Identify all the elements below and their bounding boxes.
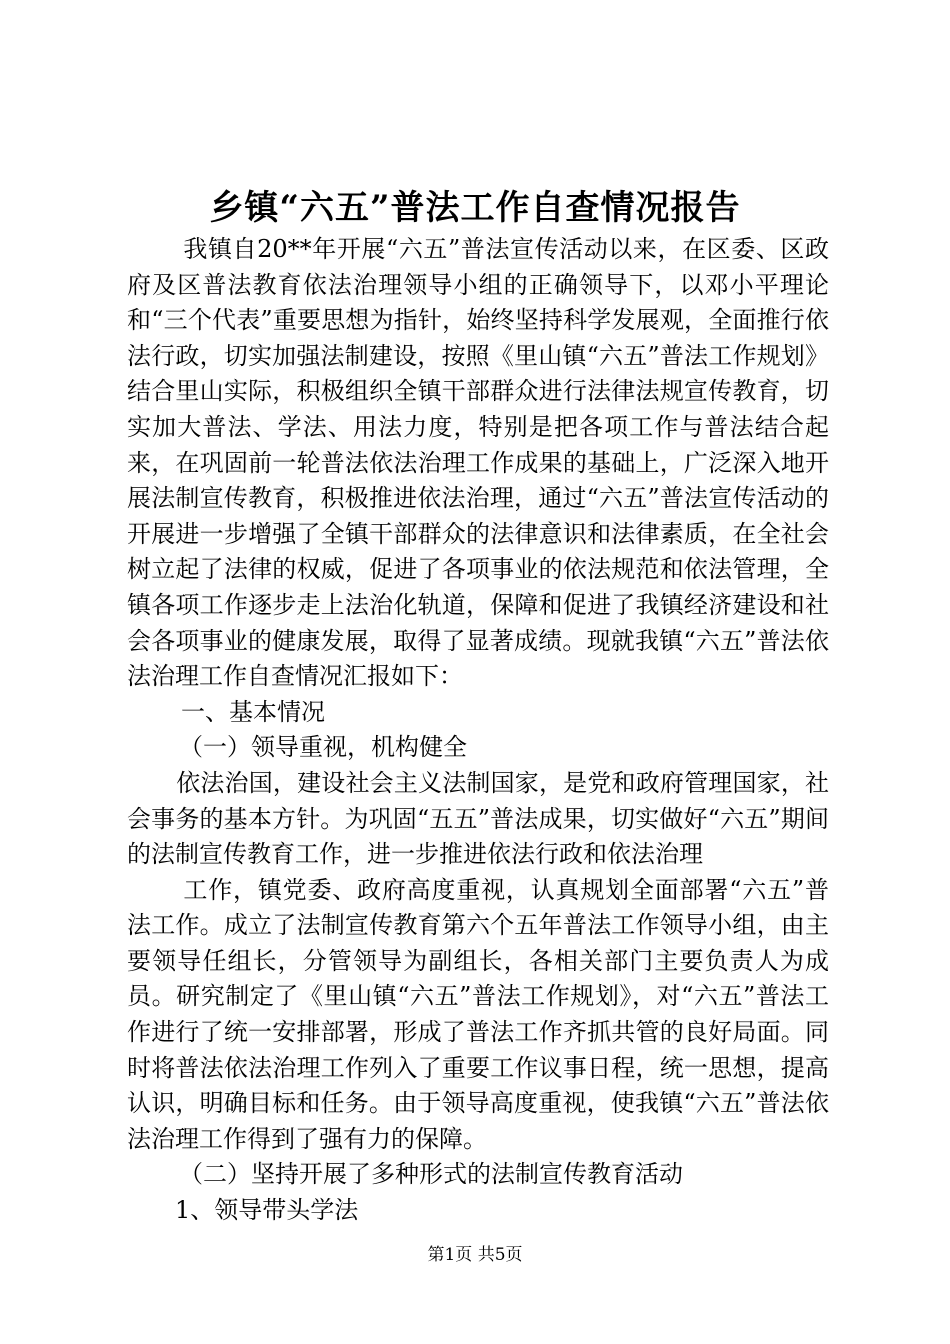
intro-paragraph: 我镇自20**年开展“六五”普法宣传活动以来，在区委、区政府及区普法教育依法治理领导小组的正确领导下，以邓小平理论和“三个代表”重要思想为指针，始终坚持科学发展观，全面推行依法行政，切实加强法制建设，按照《里山镇“六五”普法工作规划》结合里山实际，积极组织全镇干部群众进行法律法规宣传教育，切实加大普法、学法、用法力度，特别是把各项工作与普法结合起来，在巩固前一轮普法依法治理工作成果的基础上，广泛深入地开展法制宣传教育，积极推进依法治理，通过“六五”普法宣传活动的开展进一步增强了全镇干部群众的法律意识和法律素质，在全社会树立起了法律的权威，促进了各项事业的依法规范和依法管理，全镇各项工作逐步走上法治化轨道，保障和促进了我镇经济建设和社会各项事业的健康发展，取得了显著成绩。现就我镇“六五”普法依法治理工作自查情况汇报如下： — [127, 235, 829, 691]
page-footer: 第1页 共5页 — [427, 1245, 523, 1265]
section-heading-basic-situation: 一、基本情况 — [181, 697, 325, 726]
body-paragraph-rule-of-law: 依法治国，建设社会主义法制国家，是党和政府管理国家，社会事务的基本方针。为巩固“五五”普法成果，切实做好“六五”期间的法制宣传教育工作，进一步推进依法行政和依法治理 — [127, 768, 829, 869]
document-body — [127, 232, 829, 1229]
body-paragraph-work-arrangement: 工作，镇党委、政府高度重视，认真规划全面部署“六五”普法工作。成立了法制宣传教育第六个五年普法工作领导小组，由主要领导任组长，分管领导为副组长，各相关部门主要负责人为成员。研究制定了《里山镇“六五”普法工作规划》，对“六五”普法工作进行了统一安排部署，形成了普法工作齐抓共管的良好局面。同时将普法依法治理工作列入了重要工作议事日程，统一思想，提高认识，明确目标和任务。由于领导高度重视，使我镇“六五”普法依法治理工作得到了强有力的保障。 — [127, 875, 829, 1153]
subsection-heading-activities: （二）坚持开展了多种形式的法制宣传教育活动 — [179, 1160, 683, 1189]
subsection-heading-leadership: （一）领导重视，机构健全 — [179, 733, 467, 762]
document-title: 乡镇“六五”普法工作自查情况报告 — [209, 188, 741, 228]
item-heading-leaders-study: 1、领导带头学法 — [175, 1196, 359, 1225]
